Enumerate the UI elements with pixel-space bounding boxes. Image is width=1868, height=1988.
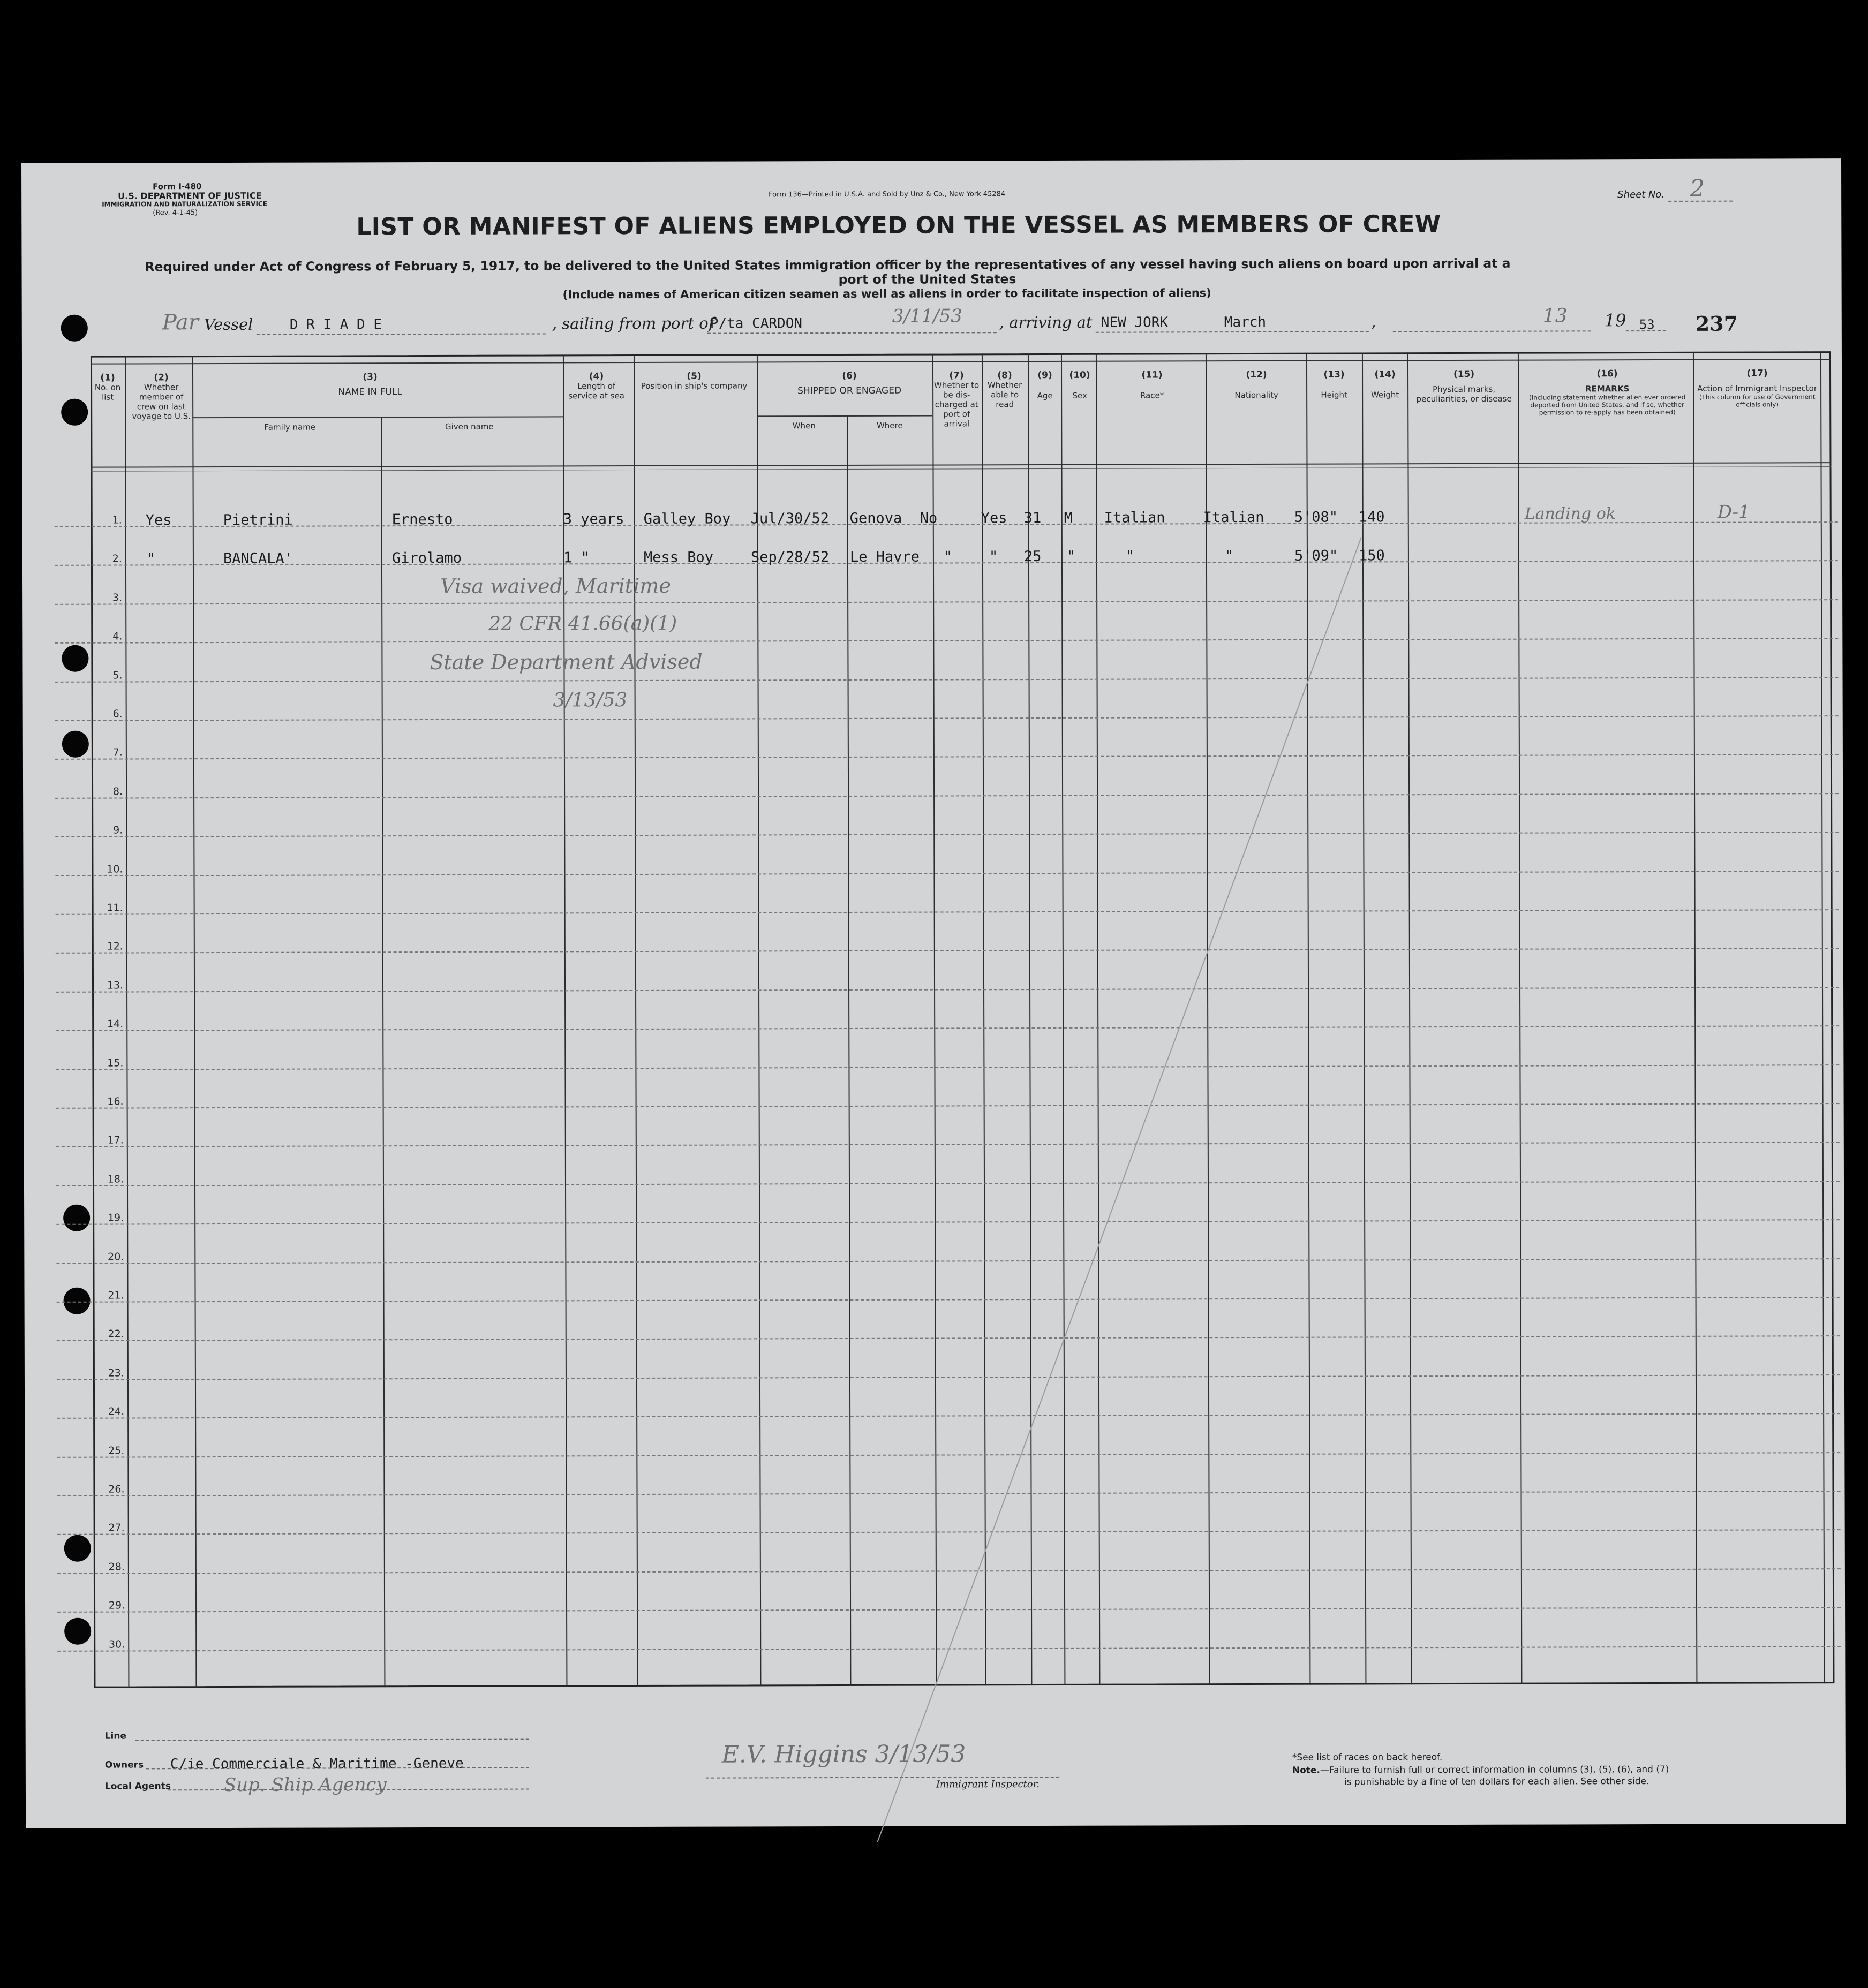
- line-label: Line: [104, 1730, 127, 1742]
- annotation-line2: 22 CFR 41.66(a)(1): [488, 612, 677, 635]
- row1-race: Italian: [1104, 509, 1165, 526]
- row-number: 11.: [107, 902, 123, 914]
- row-number: 28.: [108, 1561, 125, 1573]
- row-number: 30.: [108, 1638, 125, 1651]
- row-number: 2.: [112, 553, 122, 565]
- pencil-stroke: [858, 534, 1397, 1874]
- row1-prev-voyage: Yes: [145, 512, 172, 529]
- vessel-prefix: Par: [162, 310, 199, 335]
- subtitle-3: (Include names of American citizen seamen as well as aliens in order to facilitate inspection of aliens): [562, 286, 1211, 301]
- note-label: Note.: [1292, 1765, 1320, 1776]
- agents-value: Sup. Ship Agency: [223, 1774, 387, 1796]
- punch-hole: [64, 1618, 91, 1645]
- arrival-line: [1096, 331, 1369, 332]
- col3-family-header: Family name: [264, 422, 316, 432]
- punch-hole: [61, 315, 88, 342]
- row-number: 24.: [108, 1405, 125, 1418]
- vessel-line: [257, 333, 546, 335]
- row2-prev-voyage: ": [146, 550, 156, 568]
- sheet-label: Sheet No.: [1617, 188, 1665, 201]
- row1-age: 31: [1023, 510, 1042, 527]
- row-number: 3.: [112, 592, 123, 604]
- service: IMMIGRATION AND NATURALIZATION SERVICE: [102, 200, 267, 208]
- punch-hole: [62, 731, 89, 758]
- row1-given-name: Ernesto: [391, 511, 453, 528]
- revision: (Rev. 4-1-45): [153, 209, 198, 217]
- punch-hole: [63, 1205, 90, 1231]
- sheet-line: [1668, 201, 1733, 202]
- form-number: Form I-480: [153, 182, 202, 192]
- col17-header: (17) Action of Immigrant Inspector (This column for use of Government officials only): [1697, 368, 1818, 409]
- row1-when: Jul/30/52: [750, 510, 830, 527]
- col10-header: (10) Sex: [1069, 369, 1090, 400]
- row-number: 27.: [108, 1522, 125, 1534]
- row2-age: 25: [1023, 548, 1042, 565]
- subtitle-1: Required under Act of Congress of February 5, 1917, to be delivered to the United States immigration officer by the representatives of any vessel having such aliens on board upon arrival at a: [145, 255, 1511, 275]
- row-number: 29.: [108, 1599, 125, 1612]
- row-number: 21.: [108, 1289, 124, 1302]
- port-line: [707, 332, 997, 334]
- row-number: 12.: [107, 940, 123, 953]
- departure-date-hand: 3/11/53: [892, 305, 962, 327]
- col3-header: (3) NAME IN FULL: [338, 372, 402, 398]
- department: U.S. DEPARTMENT OF JUSTICE: [118, 190, 262, 201]
- row-number: 6.: [112, 708, 123, 720]
- comma: ,: [1371, 312, 1377, 331]
- note-text-1: —Failure to furnish full or correct information in columns (3), (5), (6), and (7): [1320, 1764, 1669, 1776]
- row-number: 4.: [112, 630, 123, 642]
- annotation-line1: Visa waived, Maritime: [440, 573, 671, 598]
- row2-family-name: BANCALA': [223, 550, 293, 568]
- col6-where-header: Where: [876, 420, 903, 430]
- owners-label: Owners: [104, 1759, 144, 1771]
- row-number: 23.: [108, 1367, 124, 1379]
- row-number: 10.: [107, 863, 123, 875]
- year-prefix: 19: [1604, 310, 1626, 331]
- col3-given-header: Given name: [445, 421, 494, 432]
- arrival-day: 13: [1542, 305, 1568, 327]
- row1-weight: 140: [1358, 509, 1385, 526]
- col16-header: (16) REMARKS (Including statement whether alien ever ordered deported from United States, and if so, whether permission to re-apply has been obtained): [1528, 368, 1686, 417]
- row1-action: D-1: [1717, 501, 1750, 523]
- row-number: 1.: [112, 514, 122, 526]
- agents-label: Local Agents: [104, 1781, 171, 1792]
- row2-read: ": [989, 548, 998, 565]
- printer-note: Form 136—Printed in U.S.A. and Sold by Unz & Co., New York 45284: [769, 190, 1006, 199]
- row-number: 25.: [108, 1445, 125, 1457]
- manifest-sheet: [21, 158, 1846, 1828]
- col14-header: (14) Weight: [1370, 369, 1399, 400]
- row2-position: Mess Boy: [643, 549, 714, 566]
- punch-hole: [61, 399, 88, 426]
- row-number: 19.: [107, 1212, 124, 1224]
- form-title: LIST OR MANIFEST OF ALIENS EMPLOYED ON THE VESSEL AS MEMBERS OF CREW: [356, 210, 1441, 241]
- annotation-line3: State Department Advised: [430, 649, 703, 675]
- inspector-label: Immigrant Inspector.: [936, 1779, 1040, 1790]
- stamp-number: 237: [1695, 311, 1738, 336]
- line-field: [135, 1739, 529, 1741]
- row-number: 5.: [112, 669, 123, 682]
- col6-header: (6) SHIPPED OR ENGAGED: [797, 370, 902, 397]
- row-number: 20.: [108, 1251, 124, 1263]
- row-number: 26.: [108, 1483, 125, 1495]
- subtitle-2: port of the United States: [838, 271, 1016, 288]
- penalty-note-2: is punishable by a fine of ten dollars for each alien. See other side.: [1344, 1776, 1649, 1788]
- col7-header: (7) Whether to be dis-charged at port of arrival: [933, 370, 980, 429]
- row2-weight: 150: [1358, 547, 1385, 564]
- row2-service: 1 ": [563, 549, 590, 566]
- col4-header: (4) Length of service at sea: [568, 371, 624, 401]
- col9-header: (9) Age: [1037, 369, 1053, 401]
- vessel-label: Vessel: [204, 315, 253, 334]
- arrival-year: 53: [1639, 317, 1655, 332]
- col1-header: (1) No. on list: [94, 372, 121, 402]
- row1-remarks: Landing ok: [1524, 504, 1616, 524]
- punch-hole: [64, 1535, 91, 1562]
- row-number: 22.: [108, 1328, 124, 1340]
- arrival-port: NEW JORK: [1101, 314, 1169, 331]
- row-number: 9.: [113, 824, 123, 836]
- col12-header: (12) Nationality: [1234, 369, 1278, 400]
- punch-hole: [62, 645, 88, 672]
- col6-when-header: When: [792, 421, 816, 431]
- col5-header: (5) Position in ship's company: [641, 371, 748, 391]
- row1-where: Genova: [849, 510, 902, 527]
- row2-discharged: ": [943, 548, 953, 565]
- row-number: 13.: [107, 979, 124, 992]
- row1-service: 3 years: [563, 511, 624, 528]
- day-line: [1393, 330, 1591, 332]
- arriving-label: , arriving at: [999, 313, 1093, 332]
- races-note: *See list of races on back hereof.: [1292, 1752, 1443, 1763]
- row-number: 14.: [107, 1018, 124, 1030]
- row1-family-name: Pietrini: [223, 511, 293, 529]
- sheet-number: 2: [1690, 175, 1705, 202]
- row2-when: Sep/28/52: [750, 549, 830, 566]
- vessel-name: D R I A D E: [289, 316, 382, 333]
- row-number: 8.: [112, 785, 123, 798]
- row2-given-name: Girolamo: [391, 549, 462, 567]
- row2-sex: ": [1066, 548, 1076, 565]
- col13-header: (13) Height: [1321, 369, 1347, 400]
- penalty-note-1: [1292, 1764, 1669, 1776]
- arrival-month: March: [1224, 314, 1267, 331]
- departure-port: P/ta CARDON: [710, 315, 803, 332]
- col15-header: (15) Physical marks, peculiarities, or disease: [1416, 368, 1512, 404]
- row2-race: ": [1125, 548, 1135, 565]
- row1-nationality: Italian: [1203, 509, 1264, 526]
- inspector-signature: E.V. Higgins 3/13/53: [721, 1740, 966, 1768]
- row-number: 18.: [107, 1173, 124, 1185]
- annotation-line4: 3/13/53: [553, 689, 628, 712]
- row2-where: Le Havre: [849, 548, 920, 565]
- row1-position: Galley Boy: [643, 510, 731, 527]
- year-line: [1626, 330, 1666, 331]
- row1-discharged: No: [920, 510, 938, 527]
- table-grid: [21, 158, 1841, 163]
- row1-read: Yes: [981, 510, 1007, 527]
- row2-nationality: ": [1224, 548, 1234, 565]
- row-number: 17.: [107, 1134, 124, 1146]
- row1-sex: M: [1064, 509, 1073, 526]
- row-number: 16.: [107, 1095, 124, 1108]
- col8-header: (8) Whether able to read: [987, 370, 1022, 410]
- col2-header: (2) Whether member of crew on last voyage to U.S.: [132, 372, 191, 421]
- col11-header: (11) Race*: [1140, 369, 1164, 400]
- row-number: 7.: [112, 746, 123, 759]
- row-number: 15.: [107, 1057, 124, 1069]
- owners-value: C/ie Commerciale & Maritime -Geneve: [170, 1755, 464, 1773]
- sailing-label: , sailing from port of: [552, 314, 714, 333]
- row2-height: 5'09": [1294, 547, 1338, 564]
- row1-height: 5'08": [1294, 509, 1338, 526]
